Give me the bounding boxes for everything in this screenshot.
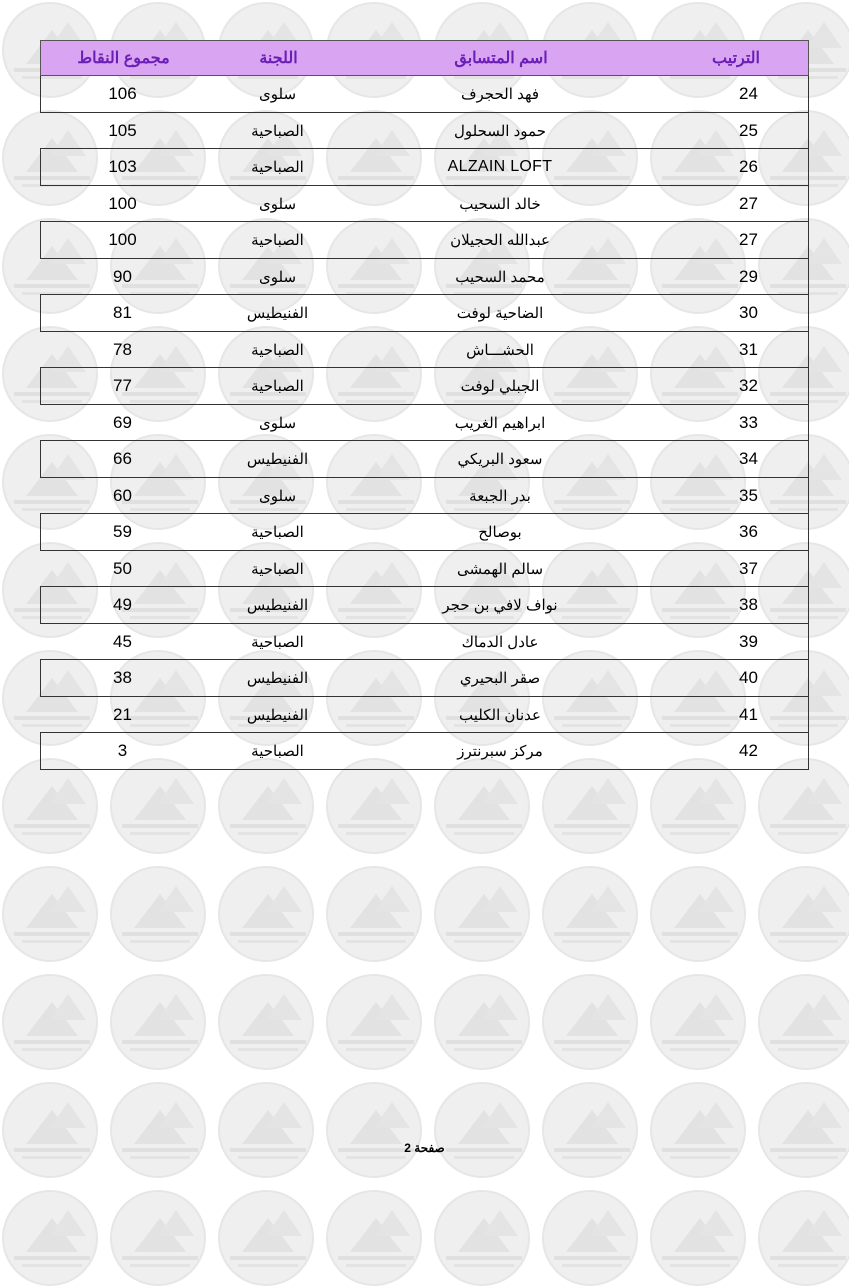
table-row — [40, 76, 809, 113]
row-edge — [808, 295, 809, 332]
row-edge — [40, 76, 41, 113]
row-points: 90 — [113, 266, 132, 286]
row-edge — [808, 405, 809, 442]
row-edge — [808, 660, 809, 697]
watermark-logo-icon — [650, 974, 746, 1070]
row-name: مركز سبرنترز — [457, 743, 543, 761]
watermark-logo-icon — [542, 1082, 638, 1178]
row-edge — [40, 441, 41, 478]
row-points: 77 — [113, 376, 132, 396]
watermark-logo-icon — [434, 758, 530, 854]
row-points: 103 — [108, 157, 137, 177]
row-edge — [808, 149, 809, 186]
watermark-logo-icon — [758, 974, 849, 1070]
row-edge — [808, 259, 809, 296]
header-points: مجموع النقاط — [77, 50, 170, 67]
row-edge — [40, 733, 41, 770]
row-committee: سلوى — [258, 195, 297, 213]
row-points: 49 — [113, 595, 132, 615]
row-points: 105 — [108, 120, 137, 140]
table-row — [40, 113, 809, 150]
table-row — [40, 222, 809, 259]
watermark-logo-icon — [650, 1190, 746, 1286]
row-edge — [808, 551, 809, 588]
table-row — [40, 186, 809, 223]
table-header — [40, 40, 809, 76]
row-rank: 37 — [739, 558, 758, 578]
watermark-logo-icon — [218, 974, 314, 1070]
row-name: بدر الجبعة — [469, 487, 531, 505]
watermark-logo-icon — [110, 1190, 206, 1286]
row-edge — [808, 186, 809, 223]
row-name: ALZAIN LOFT — [447, 158, 553, 176]
row-name: خالد السحيب — [459, 195, 541, 213]
watermark-logo-icon — [218, 758, 314, 854]
row-committee: الصباحية — [251, 159, 304, 177]
row-edge — [808, 76, 809, 113]
row-name: نواف لافي بن حجر — [442, 597, 558, 615]
watermark-logo-icon — [542, 866, 638, 962]
watermark-logo-icon — [110, 1082, 206, 1178]
row-rank: 25 — [739, 120, 758, 140]
row-rank: 36 — [739, 522, 758, 542]
row-name: حمود السحلول — [454, 122, 546, 140]
watermark-logo-icon — [326, 974, 422, 1070]
table-row — [40, 405, 809, 442]
row-name: محمد السحيب — [455, 268, 545, 286]
row-rank: 39 — [739, 631, 758, 651]
row-points: 69 — [113, 412, 132, 432]
row-edge — [808, 113, 809, 150]
watermark-logo-icon — [758, 1082, 849, 1178]
table-row — [40, 149, 809, 186]
row-committee: الصباحية — [251, 341, 304, 359]
table-row — [40, 295, 809, 332]
row-edge — [808, 514, 809, 551]
row-points: 100 — [108, 230, 137, 250]
watermark-logo-icon — [2, 1082, 98, 1178]
row-name: عبدالله الحجيلان — [450, 232, 550, 250]
row-edge — [808, 332, 809, 369]
watermark-logo-icon — [650, 758, 746, 854]
row-name: سعود البريكي — [457, 451, 543, 469]
row-edge — [808, 441, 809, 478]
watermark-logo-icon — [326, 866, 422, 962]
row-rank: 42 — [739, 741, 758, 761]
row-edge — [808, 222, 809, 259]
row-points: 100 — [108, 193, 137, 213]
row-committee: الصباحية — [251, 122, 304, 140]
row-name: الضاحية لوفت — [456, 305, 544, 323]
row-committee: الصباحية — [251, 524, 304, 542]
row-points: 38 — [113, 668, 132, 688]
row-edge — [40, 587, 41, 624]
watermark-logo-icon — [434, 974, 530, 1070]
watermark-logo-icon — [218, 1082, 314, 1178]
row-committee: سلوى — [258, 268, 297, 286]
row-rank: 40 — [739, 668, 758, 688]
watermark-logo-icon — [326, 1082, 422, 1178]
row-committee: الصباحية — [251, 743, 304, 761]
row-edge — [40, 368, 41, 405]
table-row — [40, 551, 809, 588]
row-edge — [808, 697, 809, 734]
row-committee: الصباحية — [251, 633, 304, 651]
row-points: 3 — [117, 741, 128, 761]
row-rank: 27 — [739, 230, 758, 250]
row-points: 81 — [113, 303, 132, 323]
table-row — [40, 368, 809, 405]
table-row — [40, 259, 809, 296]
table-row — [40, 587, 809, 624]
watermark-logo-icon — [758, 866, 849, 962]
row-rank: 35 — [739, 485, 758, 505]
table-body — [40, 76, 809, 770]
table-row — [40, 478, 809, 515]
row-rank: 32 — [739, 376, 758, 396]
row-points: 60 — [113, 485, 132, 505]
watermark-logo-icon — [110, 974, 206, 1070]
table-row — [40, 660, 809, 697]
row-edge — [808, 368, 809, 405]
table-row — [40, 733, 809, 770]
row-rank: 33 — [739, 412, 758, 432]
row-edge — [808, 587, 809, 624]
watermark-logo-icon — [2, 1190, 98, 1286]
row-rank: 30 — [739, 303, 758, 323]
row-edge — [40, 222, 41, 259]
table-row — [40, 624, 809, 661]
row-rank: 24 — [739, 84, 758, 104]
watermark-logo-icon — [650, 1082, 746, 1178]
row-edge — [40, 295, 41, 332]
watermark-logo-icon — [218, 866, 314, 962]
table-row — [40, 332, 809, 369]
row-name: فهد الحجرف — [460, 86, 540, 104]
row-divider — [40, 769, 809, 770]
header-name: اسم المتسابق — [454, 50, 548, 67]
watermark-logo-icon — [218, 1190, 314, 1286]
row-name: عادل الدماك — [461, 633, 539, 651]
row-points: 45 — [113, 631, 132, 651]
row-edge — [808, 624, 809, 661]
row-edge — [40, 514, 41, 551]
results-table — [40, 40, 809, 770]
watermark-logo-icon — [110, 758, 206, 854]
watermark-logo-icon — [542, 758, 638, 854]
header-committee: اللجنة — [259, 50, 298, 67]
row-points: 66 — [113, 449, 132, 469]
watermark-logo-icon — [758, 758, 849, 854]
row-rank: 29 — [739, 266, 758, 286]
row-name: ابراهيم الغريب — [454, 414, 546, 432]
row-committee: الفنيطيس — [246, 706, 309, 724]
row-points: 50 — [113, 558, 132, 578]
row-committee: الصباحية — [251, 378, 304, 396]
row-points: 106 — [108, 84, 137, 104]
watermark-logo-icon — [2, 866, 98, 962]
row-rank: 41 — [739, 704, 758, 724]
row-edge — [40, 149, 41, 186]
header-rank: الترتيب — [712, 50, 760, 67]
watermark-logo-icon — [542, 974, 638, 1070]
row-committee: سلوى — [258, 414, 297, 432]
row-edge — [40, 660, 41, 697]
watermark-logo-icon — [434, 866, 530, 962]
row-rank: 27 — [739, 193, 758, 213]
row-committee: الفنيطيس — [246, 305, 309, 323]
row-points: 59 — [113, 522, 132, 542]
row-committee: الصباحية — [251, 232, 304, 250]
table-row — [40, 697, 809, 734]
row-rank: 38 — [739, 595, 758, 615]
row-rank: 31 — [739, 339, 758, 359]
row-committee: سلوى — [258, 86, 297, 104]
watermark-logo-icon — [434, 1082, 530, 1178]
row-name: الجبلي لوفت — [460, 378, 540, 396]
table-row — [40, 514, 809, 551]
page-number: صفحة 2 — [404, 1141, 445, 1155]
row-committee: الفنيطيس — [246, 597, 309, 615]
row-points: 78 — [113, 339, 132, 359]
table-row — [40, 441, 809, 478]
watermark-logo-icon — [326, 1190, 422, 1286]
row-name: بوصالح — [478, 524, 522, 542]
row-edge — [808, 733, 809, 770]
row-name: عدنان الكليب — [459, 706, 541, 724]
watermark-logo-icon — [434, 1190, 530, 1286]
watermark-logo-icon — [326, 758, 422, 854]
watermark-logo-icon — [2, 974, 98, 1070]
watermark-logo-icon — [2, 758, 98, 854]
row-name: صقر البحيري — [459, 670, 541, 688]
row-rank: 34 — [739, 449, 758, 469]
watermark-logo-icon — [758, 1190, 849, 1286]
row-points: 21 — [113, 704, 132, 724]
row-name: سالم الهمشى — [456, 560, 544, 578]
row-name: الحشـــاش — [466, 341, 534, 359]
row-committee: الفنيطيس — [246, 451, 309, 469]
row-rank: 26 — [739, 157, 758, 177]
watermark-logo-icon — [542, 1190, 638, 1286]
row-committee: سلوى — [258, 487, 297, 505]
row-committee: الفنيطيس — [246, 670, 309, 688]
watermark-logo-icon — [650, 866, 746, 962]
row-edge — [808, 478, 809, 515]
watermark-logo-icon — [110, 866, 206, 962]
row-committee: الصباحية — [251, 560, 304, 578]
